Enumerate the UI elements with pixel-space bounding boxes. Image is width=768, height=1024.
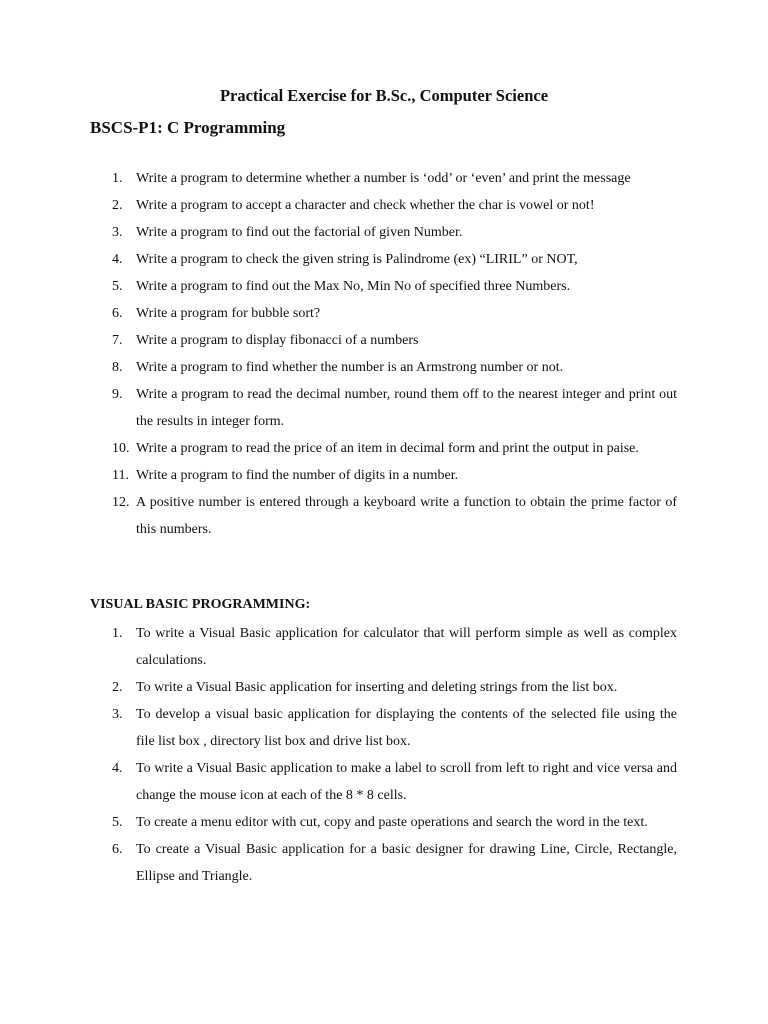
list-item-text: To create a Visual Basic application for a basic designer for drawing Line, Circle, Rectangle, Ellipse and Triangle. bbox=[136, 842, 677, 884]
list-item bbox=[0, 165, 677, 192]
list-item-number: 5. bbox=[112, 815, 123, 830]
list-item-number: 3. bbox=[112, 225, 123, 240]
list-item-number: 8. bbox=[112, 360, 123, 375]
list-item-number: 3. bbox=[112, 707, 123, 722]
list-item bbox=[0, 300, 677, 327]
list-item-text: A positive number is entered through a keyboard write a function to obtain the prime factor of this numbers. bbox=[136, 495, 677, 537]
list-item-text: Write a program to check the given string is Palindrome (ex) “LIRIL” or NOT, bbox=[136, 252, 578, 267]
list-item bbox=[0, 435, 677, 462]
list-item-text: Write a program to find the number of digits in a number. bbox=[136, 468, 459, 483]
list-item-text: Write a program for bubble sort? bbox=[136, 306, 321, 321]
list-item bbox=[0, 246, 677, 273]
visual-basic-list bbox=[0, 620, 677, 890]
list-item bbox=[0, 674, 677, 701]
list-item-number: 4. bbox=[112, 252, 123, 267]
page-title: Practical Exercise for B.Sc., Computer Science bbox=[219, 86, 549, 105]
list-item-text: Write a program to accept a character and check whether the char is vowel or not! bbox=[136, 198, 595, 213]
list-item-text: To create a menu editor with cut, copy and paste operations and search the word in the text. bbox=[136, 815, 648, 830]
c-programming-list bbox=[0, 165, 677, 543]
list-item bbox=[0, 620, 677, 674]
list-item-text: Write a program to find whether the number is an Armstrong number or not. bbox=[136, 360, 564, 375]
list-item bbox=[0, 489, 677, 543]
list-item-number: 1. bbox=[112, 626, 123, 641]
list-item-text: Write a program to read the decimal number, round them off to the nearest integer and print out the results in integer form. bbox=[136, 387, 677, 429]
list-item-number: 9. bbox=[112, 387, 123, 402]
c-programming-heading: BSCS-P1: C Programming bbox=[90, 118, 286, 137]
list-item bbox=[0, 755, 677, 809]
list-item-number: 2. bbox=[112, 680, 123, 695]
list-item-number: 10. bbox=[112, 441, 130, 456]
list-item-text: To develop a visual basic application for displaying the contents of the selected file using the file list box , directory list box and drive list box. bbox=[136, 707, 677, 749]
list-item-number: 5. bbox=[112, 279, 123, 294]
list-item bbox=[0, 219, 677, 246]
list-item bbox=[0, 462, 677, 489]
list-item bbox=[0, 809, 677, 836]
list-item bbox=[0, 192, 677, 219]
list-item-text: Write a program to determine whether a number is ‘odd’ or ‘even’ and print the message bbox=[136, 171, 631, 186]
list-item-number: 7. bbox=[112, 333, 123, 348]
list-item-text: To write a Visual Basic application for inserting and deleting strings from the list box. bbox=[136, 680, 618, 695]
list-item-number: 6. bbox=[112, 306, 123, 321]
list-item-number: 1. bbox=[112, 171, 123, 186]
list-item bbox=[0, 836, 677, 890]
list-item bbox=[0, 354, 677, 381]
list-item-number: 2. bbox=[112, 198, 123, 213]
list-item bbox=[0, 381, 677, 435]
list-item-number: 4. bbox=[112, 761, 123, 776]
list-item bbox=[0, 273, 677, 300]
list-item-text: Write a program to find out the factorial of given Number. bbox=[136, 225, 463, 240]
list-item-text: To write a Visual Basic application for calculator that will perform simple as well as complex calculations. bbox=[136, 626, 677, 668]
list-item-text: Write a program to display fibonacci of a numbers bbox=[136, 333, 419, 348]
list-item-number: 11. bbox=[112, 468, 129, 483]
list-item bbox=[0, 701, 677, 755]
list-item-text: To write a Visual Basic application to make a label to scroll from left to right and vice versa and change the mouse icon at each of the 8 * 8 cells. bbox=[136, 761, 677, 803]
list-item-text: Write a program to read the price of an item in decimal form and print the output in paise. bbox=[136, 441, 639, 456]
visual-basic-heading: VISUAL BASIC PROGRAMMING: bbox=[90, 597, 311, 612]
list-item-number: 12. bbox=[112, 495, 130, 510]
list-item-number: 6. bbox=[112, 842, 123, 857]
list-item bbox=[0, 327, 677, 354]
list-item-text: Write a program to find out the Max No, Min No of specified three Numbers. bbox=[136, 279, 571, 294]
